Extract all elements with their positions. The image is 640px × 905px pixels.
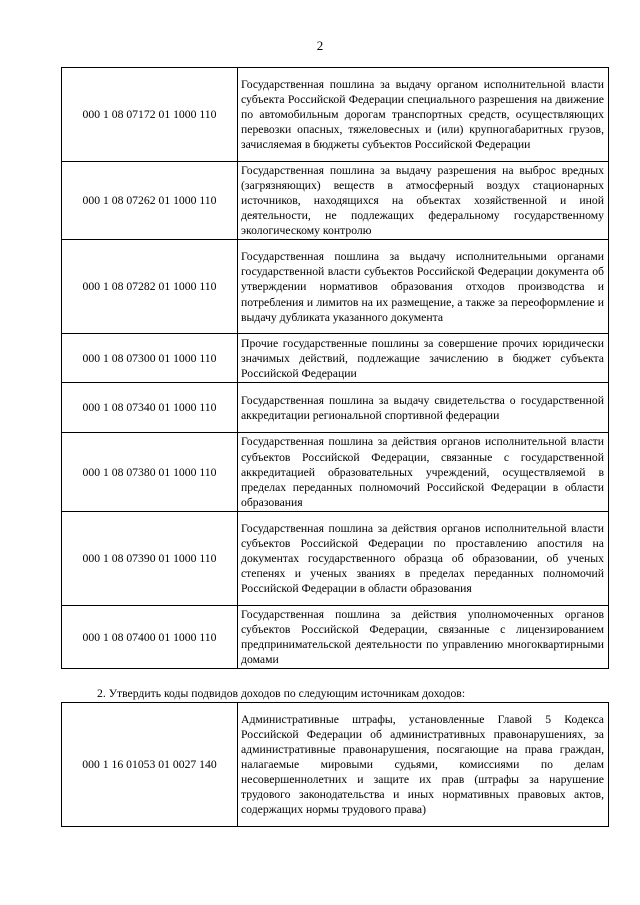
income-description: Государственная пошлина за выдачу органом исполнительной власти субъекта Российской Федерации специального разрешения на движение по автомобильным дорогам транспортных средств, осуществляющих перевозки опасных, тяжеловесных и (или) крупногабаритных грузов, зачисляемая в бюджеты субъектов Российской Федерации [238,68,609,162]
table-row [62,383,609,433]
income-description: Административные штрафы, установленные Главой 5 Кодекса Российской Федерации об административных правонарушениях, за административные правонарушения, посягающие на права граждан, налагаемые мировыми судьями, комиссиями по делам несовершеннолетних и защите их прав (штрафы за нарушение трудового законодательства и иных нормативных правовых актов, содержащих нормы трудового права) [238,703,609,827]
income-code: 000 1 16 01053 01 0027 140 [62,703,238,827]
income-description: Государственная пошлина за выдачу исполнительными органами государственной власти субъектов Российской Федерации документа об утверждении нормативов образования отходов производства и потребления и лимитов на их размещение, а также за переоформление и выдачу дубликата указанного документа [238,240,609,334]
income-code: 000 1 08 07300 01 1000 110 [62,334,238,383]
income-code: 000 1 08 07340 01 1000 110 [62,383,238,433]
table-row [62,511,609,605]
income-code: 000 1 08 07262 01 1000 110 [62,162,238,240]
income-description: Государственная пошлина за действия органов исполнительной власти субъектов Российской Федерации, связанные с государственной аккредитацией образовательных учреждений, осуществляемой в пределах переданных полномочий Российской Федерации в области образования [238,433,609,511]
income-code: 000 1 08 07390 01 1000 110 [62,511,238,605]
income-codes-table [61,67,609,669]
income-code: 000 1 08 07282 01 1000 110 [62,240,238,334]
income-description: Государственная пошлина за действия органов исполнительной власти субъектов Российской Федерации по проставлению апостиля на документах государственного образца об образовании, об ученых степенях и ученых званиях в пределах переданных полномочий Российской Федерации в области образования [238,511,609,605]
table-row [62,433,609,511]
income-description: Государственная пошлина за выдачу свидетельства о государственной аккредитации региональной спортивной федерации [238,383,609,433]
table-row [62,703,609,827]
section-heading: 2. Утвердить коды подвидов доходов по следующим источникам доходов: [97,687,466,700]
table-row [62,68,609,162]
income-code: 000 1 08 07172 01 1000 110 [62,68,238,162]
page-number: 2 [316,38,324,53]
income-description: Прочие государственные пошлины за совершение прочих юридически значимых действий, подлежащие зачислению в бюджет субъекта Российской Федерации [238,334,609,383]
table-row [62,240,609,334]
income-code: 000 1 08 07400 01 1000 110 [62,605,238,668]
income-description: Государственная пошлина за выдачу разрешения на выброс вредных (загрязняющих) веществ в атмосферный воздух стационарных источников, находящихся на объектах хозяйственной и иной деятельности, не подлежащих федеральному государственному экологическому контролю [238,162,609,240]
income-code: 000 1 08 07380 01 1000 110 [62,433,238,511]
income-subtype-codes-table [61,702,609,827]
table-row [62,162,609,240]
table-row [62,605,609,668]
income-description: Государственная пошлина за действия уполномоченных органов субъектов Российской Федерации, связанные с лицензированием предпринимательской деятельности по управлению многоквартирными домами [238,605,609,668]
table-row [62,334,609,383]
